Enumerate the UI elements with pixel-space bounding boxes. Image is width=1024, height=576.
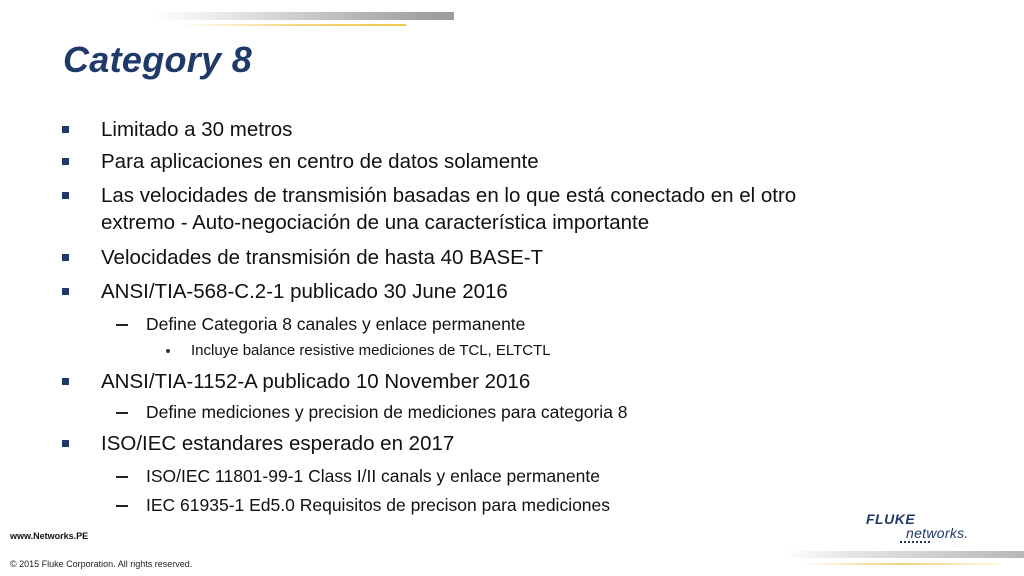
bullet-item bbox=[62, 146, 539, 177]
footer-url: www.Networks.PE bbox=[10, 531, 89, 541]
bullet-item bbox=[62, 276, 508, 307]
logo-wordmark-bottom: networks. bbox=[906, 525, 969, 541]
bullet-item bbox=[62, 114, 292, 145]
sub-bullet-text: Define Categoria 8 canales y enlace permanente bbox=[146, 314, 526, 334]
dash-bullet-icon bbox=[116, 412, 128, 414]
bullet-item bbox=[62, 428, 454, 459]
bullet-item bbox=[62, 366, 530, 397]
slide-title: Category 8 bbox=[63, 39, 253, 80]
bullet-text-line-2: extremo - Auto-negociación de una característica importante bbox=[101, 211, 650, 234]
logo-wordmark-top: FLUKE bbox=[866, 511, 916, 527]
sub-bullet-item bbox=[116, 399, 628, 425]
square-bullet-icon bbox=[62, 378, 69, 385]
square-bullet-icon bbox=[62, 126, 69, 133]
logo-dots-icon bbox=[900, 541, 930, 546]
bullet-text-line-1: Las velocidades de transmisión basadas en lo que está conectado en el otro bbox=[101, 184, 797, 207]
footer-copyright: © 2015 Fluke Corporation. All rights reserved. bbox=[10, 559, 193, 569]
bullet-continuation bbox=[101, 207, 649, 238]
sub-bullet-item bbox=[116, 492, 610, 518]
bullet-text: ANSI/TIA-1152-A publicado 10 November 2016 bbox=[101, 370, 531, 393]
dash-bullet-icon bbox=[116, 505, 128, 507]
sub-bullet-text: IEC 61935-1 Ed5.0 Requisitos de precison para mediciones bbox=[146, 495, 611, 515]
square-bullet-icon bbox=[62, 440, 69, 447]
dash-bullet-icon bbox=[116, 324, 128, 326]
fluke-networks-logo bbox=[866, 511, 996, 547]
bullet-text: Limitado a 30 metros bbox=[101, 118, 293, 141]
bullet-text: ANSI/TIA-568-C.2-1 publicado 30 June 2016 bbox=[101, 280, 508, 303]
square-bullet-icon bbox=[62, 288, 69, 295]
sub-bullet-text: ISO/IEC 11801-99-1 Class I/II canals y enlace permanente bbox=[146, 466, 600, 486]
sub-bullet-text: Define mediciones y precision de mediciones para categoria 8 bbox=[146, 402, 628, 422]
bullet-text: Velocidades de transmisión de hasta 40 BASE-T bbox=[101, 246, 544, 269]
square-bullet-icon bbox=[62, 254, 69, 261]
square-bullet-icon bbox=[62, 158, 69, 165]
square-bullet-icon bbox=[62, 192, 69, 199]
sub-sub-bullet-text: Incluye balance resistive mediciones de TCL, ELTCTL bbox=[191, 342, 551, 359]
dash-bullet-icon bbox=[116, 476, 128, 478]
dot-bullet-icon bbox=[166, 349, 170, 353]
bullet-item bbox=[62, 242, 543, 273]
sub-bullet-item bbox=[116, 463, 600, 489]
bottom-decorative-bar bbox=[783, 551, 1024, 558]
bullet-text: Para aplicaciones en centro de datos solamente bbox=[101, 150, 539, 173]
sub-bullet-item bbox=[116, 311, 525, 337]
sub-sub-bullet-item bbox=[163, 340, 551, 362]
bottom-decorative-line bbox=[800, 563, 1000, 565]
bullet-text: ISO/IEC estandares esperado en 2017 bbox=[101, 432, 455, 455]
